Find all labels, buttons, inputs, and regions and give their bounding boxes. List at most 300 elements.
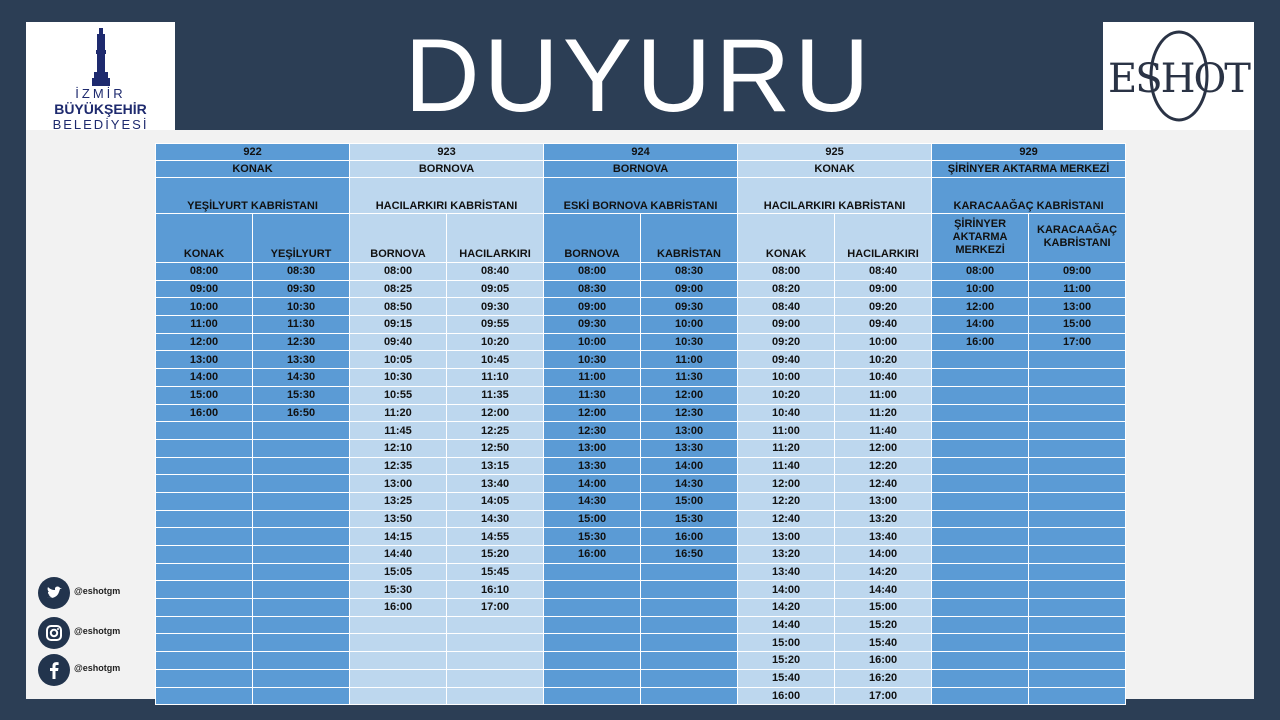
departure-time: 11:30 bbox=[544, 386, 641, 404]
departure-time: 09:05 bbox=[447, 280, 544, 298]
column-header: YEŞİLYURT bbox=[253, 214, 350, 263]
departure-time: 09:00 bbox=[641, 280, 738, 298]
departure-time: 10:00 bbox=[641, 316, 738, 334]
empty-cell bbox=[1029, 528, 1126, 546]
empty-cell bbox=[932, 599, 1029, 617]
departure-time: 11:45 bbox=[350, 422, 447, 440]
twitter-handle: @eshotgm bbox=[74, 586, 121, 596]
table-row bbox=[156, 298, 1126, 316]
empty-cell bbox=[156, 457, 253, 475]
empty-cell bbox=[156, 422, 253, 440]
empty-cell bbox=[253, 457, 350, 475]
departure-time: 10:45 bbox=[447, 351, 544, 369]
departure-time: 15:30 bbox=[544, 528, 641, 546]
empty-cell bbox=[1029, 492, 1126, 510]
empty-cell bbox=[350, 616, 447, 634]
line-destination: HACILARKIRI KABRİSTANI bbox=[738, 178, 932, 214]
empty-cell bbox=[1029, 439, 1126, 457]
departure-time: 09:00 bbox=[544, 298, 641, 316]
table-row bbox=[156, 510, 1126, 528]
departure-time: 13:40 bbox=[835, 528, 932, 546]
empty-cell bbox=[1029, 475, 1126, 493]
departure-time: 12:00 bbox=[447, 404, 544, 422]
logo-line-1: İZMİR bbox=[75, 86, 126, 101]
departure-time: 12:20 bbox=[835, 457, 932, 475]
column-header: KABRİSTAN bbox=[641, 214, 738, 263]
departure-time: 08:00 bbox=[156, 263, 253, 281]
departure-time: 10:00 bbox=[544, 333, 641, 351]
departure-time: 10:05 bbox=[350, 351, 447, 369]
empty-cell bbox=[932, 492, 1029, 510]
table-row bbox=[156, 144, 1126, 161]
departure-time: 14:00 bbox=[544, 475, 641, 493]
departure-time: 17:00 bbox=[1029, 333, 1126, 351]
departure-time: 13:15 bbox=[447, 457, 544, 475]
empty-cell bbox=[544, 652, 641, 670]
departure-time: 15:00 bbox=[544, 510, 641, 528]
departure-time: 12:20 bbox=[738, 492, 835, 510]
line-origin: BORNOVA bbox=[544, 161, 738, 178]
empty-cell bbox=[1029, 669, 1126, 687]
column-header: KONAK bbox=[738, 214, 835, 263]
departure-time: 08:40 bbox=[835, 263, 932, 281]
empty-cell bbox=[447, 652, 544, 670]
departure-time: 08:30 bbox=[641, 263, 738, 281]
empty-cell bbox=[1029, 634, 1126, 652]
empty-cell bbox=[350, 634, 447, 652]
empty-cell bbox=[156, 546, 253, 564]
empty-cell bbox=[544, 687, 641, 705]
empty-cell bbox=[641, 669, 738, 687]
departure-time: 11:20 bbox=[835, 404, 932, 422]
empty-cell bbox=[253, 616, 350, 634]
departure-time: 13:40 bbox=[447, 475, 544, 493]
eshot-monogram: ESHOT bbox=[1108, 56, 1249, 102]
departure-time: 10:40 bbox=[835, 369, 932, 387]
departure-time: 08:30 bbox=[544, 280, 641, 298]
empty-cell bbox=[253, 599, 350, 617]
departure-time: 15:30 bbox=[253, 386, 350, 404]
empty-cell bbox=[932, 475, 1029, 493]
empty-cell bbox=[1029, 351, 1126, 369]
column-header: ŞİRİNYER AKTARMA MERKEZİ bbox=[932, 214, 1029, 263]
empty-cell bbox=[641, 581, 738, 599]
departure-time: 10:55 bbox=[350, 386, 447, 404]
departure-time: 12:00 bbox=[156, 333, 253, 351]
line-destination: KARACAAĞAÇ KABRİSTANI bbox=[932, 178, 1126, 214]
eshot-logo bbox=[1103, 22, 1254, 130]
logo-line-3: BELEDİYESİ bbox=[52, 117, 149, 132]
line-origin: KONAK bbox=[738, 161, 932, 178]
empty-cell bbox=[1029, 422, 1126, 440]
empty-cell bbox=[156, 528, 253, 546]
table-row bbox=[156, 161, 1126, 178]
empty-cell bbox=[350, 652, 447, 670]
line-origin: KONAK bbox=[156, 161, 350, 178]
table-row bbox=[156, 280, 1126, 298]
departure-time: 12:00 bbox=[835, 439, 932, 457]
departure-time: 09:20 bbox=[738, 333, 835, 351]
departure-time: 13:00 bbox=[1029, 298, 1126, 316]
line-number: 923 bbox=[350, 144, 544, 161]
empty-cell bbox=[1029, 652, 1126, 670]
empty-cell bbox=[447, 687, 544, 705]
departure-time: 11:00 bbox=[641, 351, 738, 369]
departure-time: 09:30 bbox=[641, 298, 738, 316]
departure-time: 10:00 bbox=[156, 298, 253, 316]
facebook-handle: @eshotgm bbox=[74, 663, 121, 673]
departure-time: 08:40 bbox=[447, 263, 544, 281]
empty-cell bbox=[253, 669, 350, 687]
table-row bbox=[156, 669, 1126, 687]
departure-time: 14:15 bbox=[350, 528, 447, 546]
departure-time: 16:10 bbox=[447, 581, 544, 599]
departure-time: 08:50 bbox=[350, 298, 447, 316]
departure-time: 14:05 bbox=[447, 492, 544, 510]
departure-time: 09:40 bbox=[835, 316, 932, 334]
table-row bbox=[156, 581, 1126, 599]
departure-time: 13:20 bbox=[738, 546, 835, 564]
logo-line-2: BÜYÜKŞEHİR bbox=[54, 101, 147, 117]
departure-time: 13:25 bbox=[350, 492, 447, 510]
departure-time: 15:00 bbox=[738, 634, 835, 652]
departure-time: 16:00 bbox=[350, 599, 447, 617]
departure-time: 15:05 bbox=[350, 563, 447, 581]
departure-time: 14:40 bbox=[350, 546, 447, 564]
departure-time: 16:00 bbox=[156, 404, 253, 422]
empty-cell bbox=[253, 563, 350, 581]
empty-cell bbox=[932, 687, 1029, 705]
departure-time: 15:20 bbox=[835, 616, 932, 634]
empty-cell bbox=[447, 634, 544, 652]
empty-cell bbox=[1029, 457, 1126, 475]
departure-time: 16:00 bbox=[641, 528, 738, 546]
empty-cell bbox=[932, 510, 1029, 528]
departure-time: 14:00 bbox=[835, 546, 932, 564]
departure-time: 09:00 bbox=[738, 316, 835, 334]
table-row bbox=[156, 475, 1126, 493]
line-destination: ESKİ BORNOVA KABRİSTANI bbox=[544, 178, 738, 214]
departure-time: 09:00 bbox=[156, 280, 253, 298]
departure-time: 14:20 bbox=[738, 599, 835, 617]
empty-cell bbox=[156, 652, 253, 670]
empty-cell bbox=[253, 492, 350, 510]
table-row bbox=[156, 616, 1126, 634]
empty-cell bbox=[544, 581, 641, 599]
departure-time: 15:00 bbox=[641, 492, 738, 510]
column-header: KARACAAĞAÇ KABRİSTANI bbox=[1029, 214, 1126, 263]
departure-time: 08:20 bbox=[738, 280, 835, 298]
departure-time: 11:10 bbox=[447, 369, 544, 387]
departure-time: 16:20 bbox=[835, 669, 932, 687]
departure-time: 09:30 bbox=[447, 298, 544, 316]
departure-time: 09:00 bbox=[835, 280, 932, 298]
departure-time: 11:20 bbox=[350, 404, 447, 422]
departure-time: 08:25 bbox=[350, 280, 447, 298]
departure-time: 10:00 bbox=[738, 369, 835, 387]
departure-time: 13:00 bbox=[835, 492, 932, 510]
departure-time: 11:40 bbox=[835, 422, 932, 440]
line-destination: HACILARKIRI KABRİSTANI bbox=[350, 178, 544, 214]
departure-time: 09:20 bbox=[835, 298, 932, 316]
title-banner bbox=[175, 18, 1103, 134]
departure-time: 11:00 bbox=[835, 386, 932, 404]
departure-time: 10:00 bbox=[835, 333, 932, 351]
departure-time: 15:30 bbox=[350, 581, 447, 599]
departure-time: 12:25 bbox=[447, 422, 544, 440]
departure-time: 17:00 bbox=[835, 687, 932, 705]
departure-time: 09:30 bbox=[544, 316, 641, 334]
departure-time: 12:00 bbox=[641, 386, 738, 404]
empty-cell bbox=[932, 581, 1029, 599]
departure-time: 08:00 bbox=[738, 263, 835, 281]
departure-time: 15:20 bbox=[447, 546, 544, 564]
empty-cell bbox=[156, 475, 253, 493]
departure-time: 09:30 bbox=[253, 280, 350, 298]
departure-time: 11:00 bbox=[1029, 280, 1126, 298]
table-row bbox=[156, 214, 1126, 263]
departure-time: 12:30 bbox=[544, 422, 641, 440]
departure-time: 10:40 bbox=[738, 404, 835, 422]
empty-cell bbox=[641, 652, 738, 670]
departure-time: 16:00 bbox=[738, 687, 835, 705]
empty-cell bbox=[1029, 581, 1126, 599]
departure-time: 08:00 bbox=[544, 263, 641, 281]
column-header: BORNOVA bbox=[350, 214, 447, 263]
departure-time: 13:00 bbox=[544, 439, 641, 457]
empty-cell bbox=[641, 563, 738, 581]
empty-cell bbox=[156, 599, 253, 617]
departure-time: 14:20 bbox=[835, 563, 932, 581]
departure-time: 17:00 bbox=[447, 599, 544, 617]
departure-time: 09:55 bbox=[447, 316, 544, 334]
empty-cell bbox=[544, 563, 641, 581]
empty-cell bbox=[253, 475, 350, 493]
departure-time: 12:00 bbox=[544, 404, 641, 422]
empty-cell bbox=[253, 422, 350, 440]
departure-time: 10:30 bbox=[641, 333, 738, 351]
izmir-municipality-logo bbox=[26, 22, 175, 130]
table-row bbox=[156, 528, 1126, 546]
departure-time: 12:30 bbox=[253, 333, 350, 351]
empty-cell bbox=[932, 528, 1029, 546]
departure-time: 12:40 bbox=[835, 475, 932, 493]
departure-time: 16:00 bbox=[544, 546, 641, 564]
departure-time: 14:30 bbox=[641, 475, 738, 493]
departure-time: 16:50 bbox=[253, 404, 350, 422]
table-row bbox=[156, 492, 1126, 510]
departure-time: 14:40 bbox=[835, 581, 932, 599]
departure-time: 11:35 bbox=[447, 386, 544, 404]
table-row bbox=[156, 369, 1126, 387]
empty-cell bbox=[932, 422, 1029, 440]
empty-cell bbox=[932, 369, 1029, 387]
empty-cell bbox=[447, 616, 544, 634]
empty-cell bbox=[641, 687, 738, 705]
empty-cell bbox=[156, 492, 253, 510]
table-row bbox=[156, 563, 1126, 581]
departure-time: 08:00 bbox=[350, 263, 447, 281]
empty-cell bbox=[156, 439, 253, 457]
empty-cell bbox=[1029, 546, 1126, 564]
empty-cell bbox=[253, 528, 350, 546]
empty-cell bbox=[1029, 563, 1126, 581]
empty-cell bbox=[932, 634, 1029, 652]
empty-cell bbox=[544, 616, 641, 634]
empty-cell bbox=[932, 652, 1029, 670]
departure-time: 12:40 bbox=[738, 510, 835, 528]
line-origin: BORNOVA bbox=[350, 161, 544, 178]
line-destination: YEŞİLYURT KABRİSTANI bbox=[156, 178, 350, 214]
departure-time: 11:40 bbox=[738, 457, 835, 475]
table-row bbox=[156, 316, 1126, 334]
departure-time: 13:00 bbox=[350, 475, 447, 493]
departure-time: 10:30 bbox=[253, 298, 350, 316]
departure-time: 16:00 bbox=[932, 333, 1029, 351]
line-number: 924 bbox=[544, 144, 738, 161]
empty-cell bbox=[641, 599, 738, 617]
empty-cell bbox=[932, 457, 1029, 475]
table-row bbox=[156, 546, 1126, 564]
empty-cell bbox=[1029, 599, 1126, 617]
table-row bbox=[156, 386, 1126, 404]
departure-time: 11:20 bbox=[738, 439, 835, 457]
empty-cell bbox=[156, 563, 253, 581]
departure-time: 13:30 bbox=[253, 351, 350, 369]
page-title: DUYURU bbox=[404, 18, 874, 134]
empty-cell bbox=[156, 669, 253, 687]
table-row bbox=[156, 687, 1126, 705]
table-row bbox=[156, 404, 1126, 422]
departure-time: 15:40 bbox=[835, 634, 932, 652]
line-number: 925 bbox=[738, 144, 932, 161]
departure-time: 11:00 bbox=[544, 369, 641, 387]
departure-time: 14:40 bbox=[738, 616, 835, 634]
empty-cell bbox=[641, 634, 738, 652]
departure-time: 08:00 bbox=[932, 263, 1029, 281]
departure-time: 13:00 bbox=[738, 528, 835, 546]
departure-time: 16:50 bbox=[641, 546, 738, 564]
empty-cell bbox=[932, 404, 1029, 422]
departure-time: 10:30 bbox=[350, 369, 447, 387]
departure-time: 14:00 bbox=[156, 369, 253, 387]
empty-cell bbox=[932, 439, 1029, 457]
empty-cell bbox=[253, 546, 350, 564]
empty-cell bbox=[156, 510, 253, 528]
empty-cell bbox=[1029, 369, 1126, 387]
empty-cell bbox=[350, 669, 447, 687]
departure-time: 15:30 bbox=[641, 510, 738, 528]
departure-time: 14:30 bbox=[253, 369, 350, 387]
departure-time: 14:00 bbox=[738, 581, 835, 599]
empty-cell bbox=[1029, 510, 1126, 528]
departure-time: 14:30 bbox=[544, 492, 641, 510]
empty-cell bbox=[350, 687, 447, 705]
table-row bbox=[156, 599, 1126, 617]
column-header: HACILARKIRI bbox=[835, 214, 932, 263]
empty-cell bbox=[253, 439, 350, 457]
departure-time: 14:00 bbox=[641, 457, 738, 475]
departure-time: 13:40 bbox=[738, 563, 835, 581]
departure-time: 08:30 bbox=[253, 263, 350, 281]
clock-tower-icon bbox=[92, 28, 110, 86]
departure-time: 13:20 bbox=[835, 510, 932, 528]
departure-time: 14:00 bbox=[932, 316, 1029, 334]
empty-cell bbox=[544, 599, 641, 617]
departure-time: 09:40 bbox=[738, 351, 835, 369]
timetable bbox=[155, 143, 1126, 705]
empty-cell bbox=[447, 669, 544, 687]
empty-cell bbox=[932, 616, 1029, 634]
twitter-icon bbox=[38, 577, 70, 609]
empty-cell bbox=[253, 581, 350, 599]
empty-cell bbox=[1029, 386, 1126, 404]
departure-time: 14:55 bbox=[447, 528, 544, 546]
table-row bbox=[156, 351, 1126, 369]
line-number: 929 bbox=[932, 144, 1126, 161]
empty-cell bbox=[932, 563, 1029, 581]
column-header: BORNOVA bbox=[544, 214, 641, 263]
empty-cell bbox=[253, 687, 350, 705]
empty-cell bbox=[932, 386, 1029, 404]
departure-time: 15:40 bbox=[738, 669, 835, 687]
empty-cell bbox=[156, 616, 253, 634]
table-row bbox=[156, 439, 1126, 457]
line-number: 922 bbox=[156, 144, 350, 161]
departure-time: 15:45 bbox=[447, 563, 544, 581]
line-origin: ŞİRİNYER AKTARMA MERKEZİ bbox=[932, 161, 1126, 178]
table-row bbox=[156, 178, 1126, 214]
empty-cell bbox=[932, 546, 1029, 564]
departure-time: 08:40 bbox=[738, 298, 835, 316]
facebook-icon bbox=[38, 654, 70, 686]
departure-time: 15:00 bbox=[156, 386, 253, 404]
instagram-handle: @eshotgm bbox=[74, 626, 121, 636]
empty-cell bbox=[544, 634, 641, 652]
departure-time: 12:10 bbox=[350, 439, 447, 457]
departure-time: 10:20 bbox=[738, 386, 835, 404]
table-row bbox=[156, 263, 1126, 281]
departure-time: 11:00 bbox=[738, 422, 835, 440]
departure-time: 13:00 bbox=[156, 351, 253, 369]
departure-time: 13:30 bbox=[641, 439, 738, 457]
departure-time: 11:30 bbox=[253, 316, 350, 334]
departure-time: 09:00 bbox=[1029, 263, 1126, 281]
table-row bbox=[156, 333, 1126, 351]
empty-cell bbox=[932, 351, 1029, 369]
departure-time: 12:30 bbox=[641, 404, 738, 422]
departure-time: 09:15 bbox=[350, 316, 447, 334]
empty-cell bbox=[1029, 404, 1126, 422]
instagram-icon bbox=[38, 617, 70, 649]
table-row bbox=[156, 422, 1126, 440]
departure-time: 10:30 bbox=[544, 351, 641, 369]
departure-time: 16:00 bbox=[835, 652, 932, 670]
departure-time: 11:30 bbox=[641, 369, 738, 387]
departure-time: 10:20 bbox=[835, 351, 932, 369]
empty-cell bbox=[1029, 616, 1126, 634]
column-header: HACILARKIRI bbox=[447, 214, 544, 263]
empty-cell bbox=[156, 687, 253, 705]
table-row bbox=[156, 457, 1126, 475]
departure-time: 11:00 bbox=[156, 316, 253, 334]
empty-cell bbox=[1029, 687, 1126, 705]
departure-time: 12:35 bbox=[350, 457, 447, 475]
empty-cell bbox=[253, 510, 350, 528]
empty-cell bbox=[544, 669, 641, 687]
table-row bbox=[156, 652, 1126, 670]
empty-cell bbox=[253, 652, 350, 670]
